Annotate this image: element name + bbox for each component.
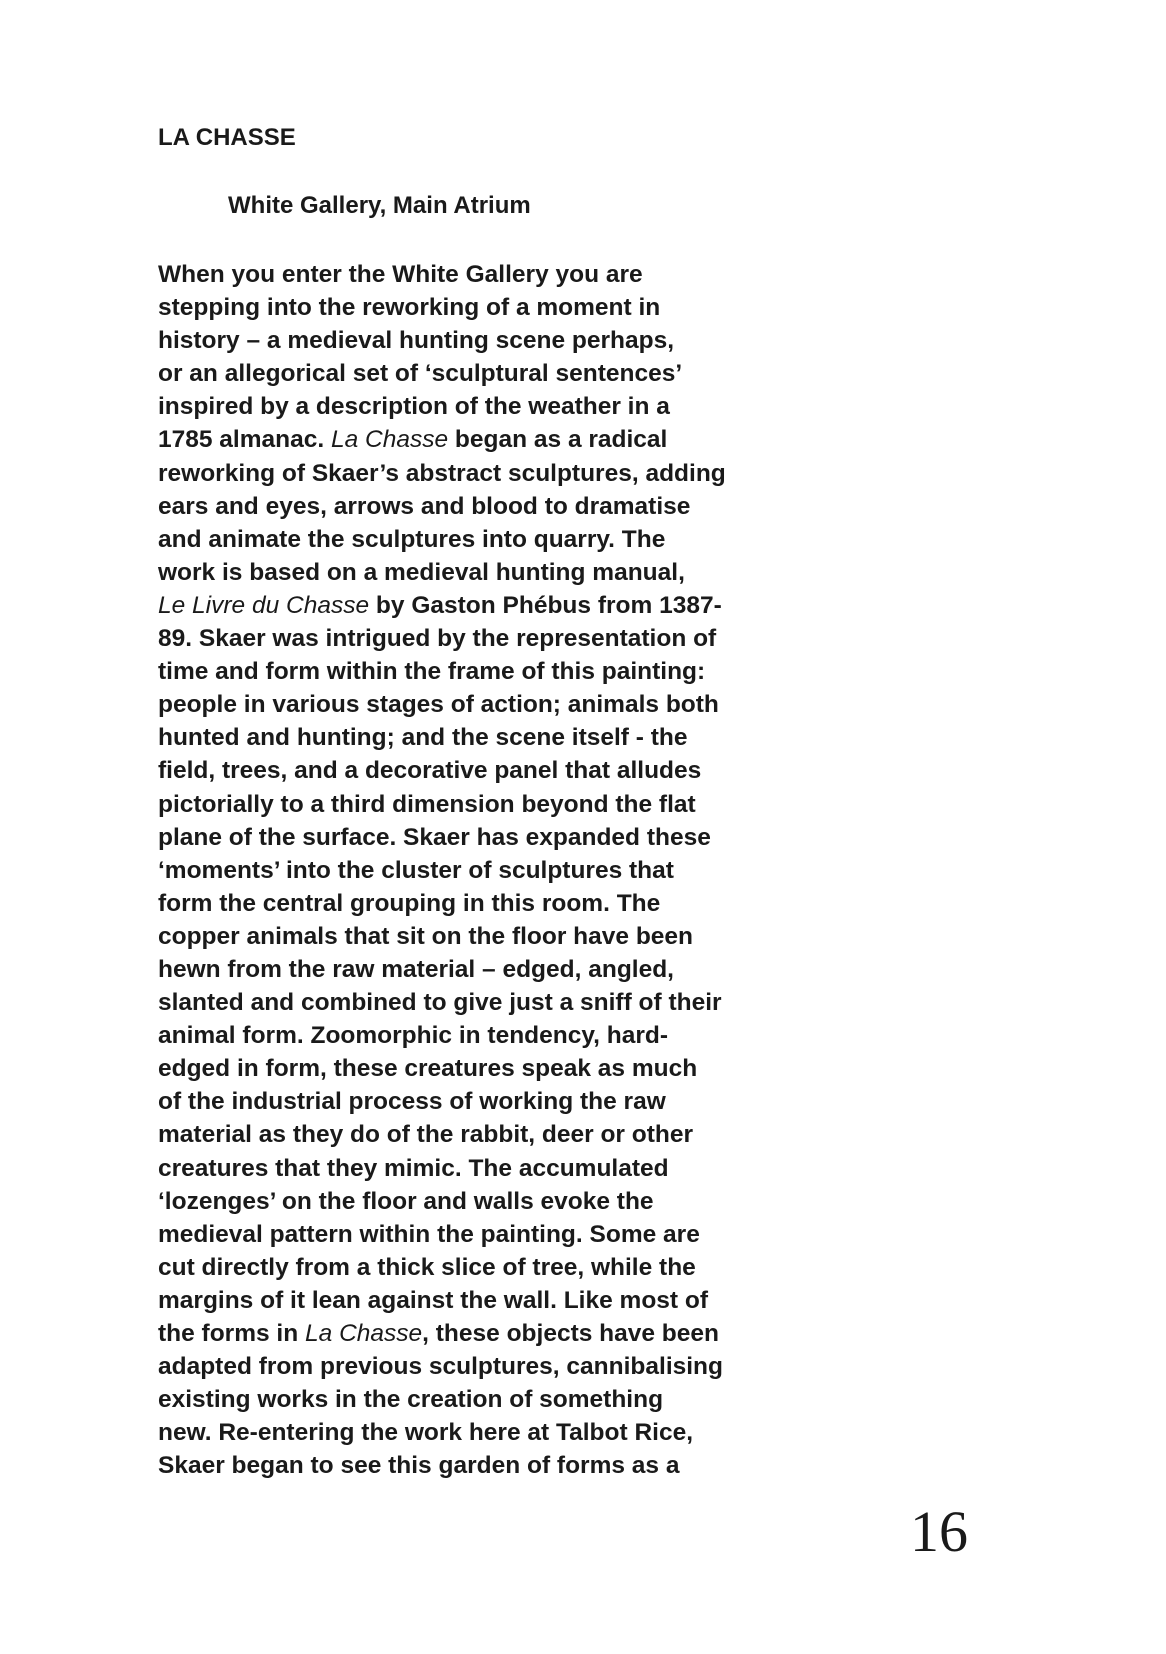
text-segment: copper animals that sit on the floor have been bbox=[158, 922, 694, 950]
body-line bbox=[158, 1284, 838, 1317]
text-segment: slanted and combined to give just a sniff of their bbox=[158, 989, 722, 1017]
body-line bbox=[158, 324, 838, 357]
body-line bbox=[158, 887, 838, 920]
text-segment: reworking of Skaer’s abstract sculptures, adding bbox=[158, 459, 726, 487]
text-segment: ears and eyes, arrows and blood to dramatise bbox=[158, 492, 691, 520]
text-segment: , these objects have been bbox=[422, 1320, 719, 1347]
body-line bbox=[158, 258, 838, 291]
body-line bbox=[158, 1251, 838, 1284]
body-line bbox=[158, 1383, 838, 1416]
text-segment: material as they do of the rabbit, deer or other bbox=[158, 1121, 694, 1149]
body-line bbox=[158, 788, 838, 821]
body-line bbox=[158, 1218, 838, 1251]
text-segment: animal form. Zoomorphic in tendency, hard- bbox=[158, 1022, 669, 1050]
body-line bbox=[158, 1019, 838, 1052]
body-line bbox=[158, 854, 838, 887]
text-segment: edged in form, these creatures speak as much bbox=[158, 1055, 698, 1083]
body-line bbox=[158, 1085, 838, 1118]
text-segment: hewn from the raw material – edged, angled, bbox=[158, 955, 674, 983]
text-segment: 1785 almanac. bbox=[158, 426, 331, 454]
text-segment: When you enter the White Gallery you are bbox=[158, 261, 643, 288]
body-line bbox=[158, 589, 838, 622]
body-line bbox=[158, 523, 838, 556]
body-line bbox=[158, 1350, 838, 1383]
text-segment: existing works in the creation of something bbox=[158, 1386, 664, 1414]
text-segment: cut directly from a thick slice of tree, while the bbox=[158, 1253, 696, 1281]
text-segment: history – a medieval hunting scene perhaps, bbox=[158, 327, 675, 355]
body-paragraph bbox=[158, 258, 838, 1482]
text-segment: plane of the surface. Skaer has expanded these bbox=[158, 823, 711, 851]
body-line bbox=[158, 986, 838, 1019]
text-segment: ‘moments’ into the cluster of sculptures that bbox=[158, 856, 674, 884]
text-segment: new. Re-entering the work here at Talbot Rice, bbox=[158, 1419, 694, 1447]
body-line bbox=[158, 423, 838, 456]
body-line bbox=[158, 1416, 838, 1449]
body-line bbox=[158, 721, 838, 754]
text-segment: of the industrial process of working the raw bbox=[158, 1088, 666, 1116]
text-segment: by Gaston Phébus from 1387- bbox=[369, 591, 722, 619]
page-title: LA CHASSE bbox=[158, 124, 296, 151]
body-line bbox=[158, 1152, 838, 1185]
body-line bbox=[158, 821, 838, 854]
body-line bbox=[158, 953, 838, 986]
italic-title: La Chasse bbox=[305, 1320, 423, 1347]
body-line bbox=[158, 457, 838, 490]
body-line bbox=[158, 1185, 838, 1218]
text-segment: or an allegorical set of ‘sculptural sentences’ bbox=[158, 360, 683, 388]
location-subtitle: White Gallery, Main Atrium bbox=[228, 192, 531, 219]
text-segment: stepping into the reworking of a moment in bbox=[158, 294, 661, 322]
body-line bbox=[158, 556, 838, 589]
text-segment: field, trees, and a decorative panel that alludes bbox=[158, 757, 702, 785]
body-line bbox=[158, 390, 838, 423]
body-line bbox=[158, 688, 838, 721]
body-line bbox=[158, 357, 838, 390]
text-segment: inspired by a description of the weather in a bbox=[158, 393, 670, 421]
body-line bbox=[158, 291, 838, 324]
text-segment: 89. Skaer was intrigued by the representation of bbox=[158, 625, 717, 653]
text-segment: margins of it lean against the wall. Like most of bbox=[158, 1286, 708, 1314]
italic-title: La Chasse bbox=[330, 426, 449, 454]
text-segment: work is based on a medieval hunting manual, bbox=[158, 558, 685, 586]
text-segment: the forms in bbox=[158, 1320, 306, 1347]
body-line bbox=[158, 1052, 838, 1085]
text-segment: adapted from previous sculptures, cannibalising bbox=[158, 1353, 723, 1381]
text-segment: medieval pattern within the painting. Some are bbox=[158, 1220, 700, 1248]
text-segment: people in various stages of action; animals both bbox=[158, 691, 719, 719]
text-segment: and animate the sculptures into quarry. The bbox=[158, 525, 666, 553]
text-segment: pictorially to a third dimension beyond the flat bbox=[158, 790, 696, 818]
italic-title: Le Livre du Chasse bbox=[158, 591, 370, 619]
text-segment: time and form within the frame of this painting: bbox=[158, 658, 706, 686]
body-line bbox=[158, 490, 838, 523]
text-segment: form the central grouping in this room. The bbox=[158, 889, 661, 917]
body-line bbox=[158, 754, 838, 787]
body-line bbox=[158, 655, 838, 688]
body-line bbox=[158, 1118, 838, 1151]
text-segment: creatures that they mimic. The accumulated bbox=[158, 1154, 669, 1182]
text-segment: ‘lozenges’ on the floor and walls evoke the bbox=[158, 1187, 654, 1215]
page-number: 16 bbox=[910, 1499, 968, 1564]
body-line bbox=[158, 622, 838, 655]
body-line bbox=[158, 920, 838, 953]
text-segment: Skaer began to see this garden of forms as a bbox=[158, 1452, 680, 1480]
text-segment: hunted and hunting; and the scene itself - the bbox=[158, 724, 688, 752]
text-segment: began as a radical bbox=[448, 426, 668, 454]
body-line bbox=[158, 1317, 838, 1350]
body-line bbox=[158, 1449, 838, 1482]
